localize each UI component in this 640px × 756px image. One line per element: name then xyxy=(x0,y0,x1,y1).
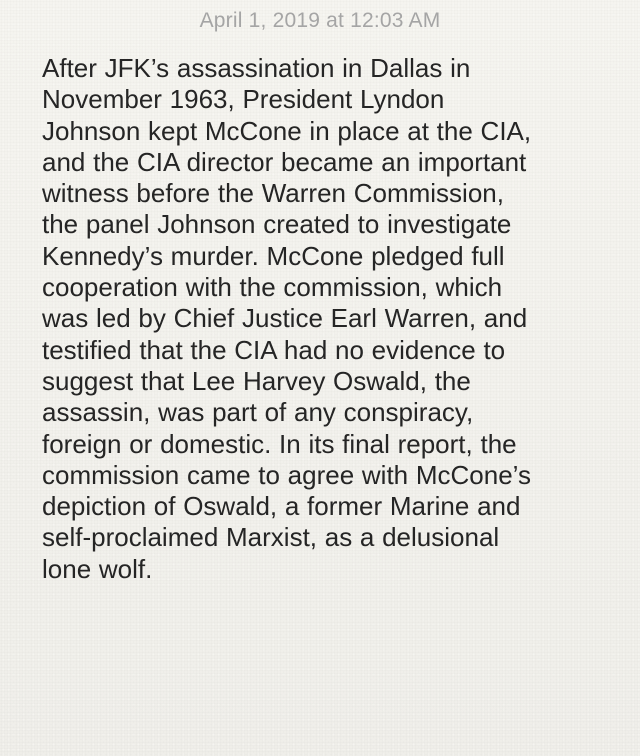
note-line: commission came to agree with McCone’s xyxy=(42,459,531,490)
note-timestamp: April 1, 2019 at 12:03 AM xyxy=(199,9,441,32)
note-line: the panel Johnson created to investigate xyxy=(42,209,512,240)
note-line: cooperation with the commission, which xyxy=(42,272,503,303)
note-line: After JFK’s assassination in Dallas in xyxy=(42,53,471,83)
note-line: testified that the CIA had no evidence to xyxy=(42,334,506,365)
note-line: Kennedy’s murder. McCone pledged full xyxy=(42,240,505,271)
note-line: Johnson kept McCone in place at the CIA, xyxy=(42,115,532,146)
note-line: depiction of Oswald, a former Marine and xyxy=(42,491,521,522)
note-line: witness before the Warren Commission, xyxy=(42,178,504,209)
note-line: assassin, was part of any conspiracy, xyxy=(42,397,474,428)
note-line: and the CIA director became an important xyxy=(42,146,527,177)
note-line: foreign or domestic. In its final report, the xyxy=(42,428,517,459)
note-line: suggest that Lee Harvey Oswald, the xyxy=(42,365,471,396)
note-line: was led by Chief Justice Earl Warren, and xyxy=(42,303,528,334)
note-line: self-proclaimed Marxist, as a delusional xyxy=(42,522,500,553)
note-body[interactable] xyxy=(42,53,622,585)
note-line: November 1963, President Lyndon xyxy=(42,84,445,115)
note-line: lone wolf. xyxy=(42,553,153,584)
